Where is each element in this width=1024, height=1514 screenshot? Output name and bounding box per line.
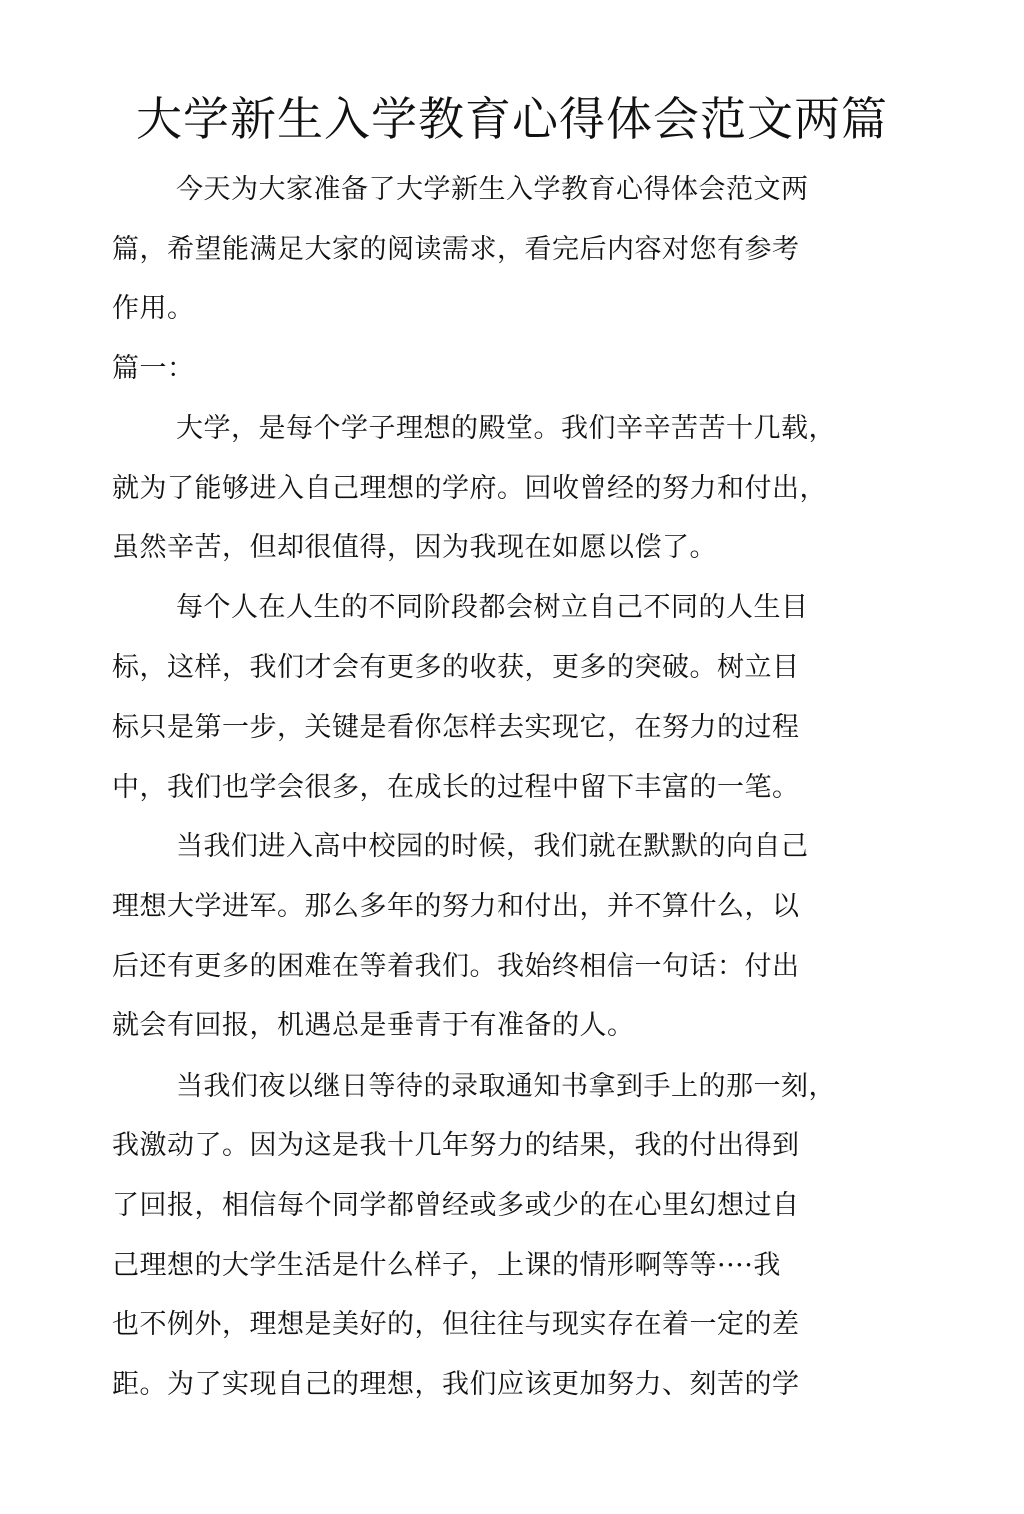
paragraph-line: 我激动了。因为这是我十几年努力的结果，我的付出得到 <box>112 1130 800 1161</box>
paragraph-line: 大学，是每个学子理想的殿堂。我们辛辛苦苦十几载， <box>176 413 836 444</box>
paragraph-line: 后还有更多的困难在等着我们。我始终相信一句话：付出 <box>112 951 800 982</box>
paragraph-line: 也不例外，理想是美好的，但往往与现实存在着一定的差 <box>112 1309 800 1340</box>
section-heading: 篇一： <box>112 353 195 384</box>
paragraph-line: 篇，希望能满足大家的阅读需求，看完后内容对您有参考 <box>112 234 800 265</box>
paragraph-line: 当我们夜以继日等待的录取通知书拿到手上的那一刻， <box>176 1071 836 1102</box>
document-title: 大学新生入学教育心得体会范文两篇 <box>136 92 888 146</box>
paragraph-line: 距。为了实现自己的理想，我们应该更加努力、刻苦的学 <box>112 1369 800 1400</box>
paragraph-line: 中，我们也学会很多，在成长的过程中留下丰富的一笔。 <box>112 772 800 803</box>
paragraph-line: 理想大学进军。那么多年的努力和付出，并不算什么，以 <box>112 891 800 922</box>
paragraph-line: 虽然辛苦，但却很值得，因为我现在如愿以偿了。 <box>112 532 717 563</box>
paragraph-line: 今天为大家准备了大学新生入学教育心得体会范文两 <box>176 174 809 205</box>
paragraph-line: 了回报，相信每个同学都曾经或多或少的在心里幻想过自 <box>112 1190 800 1221</box>
paragraph-line: 己理想的大学生活是什么样子，上课的情形啊等等····我 <box>112 1250 781 1281</box>
paragraph-line: 就会有回报，机遇总是垂青于有准备的人。 <box>112 1010 635 1041</box>
paragraph-line: 当我们进入高中校园的时候，我们就在默默的向自己 <box>176 831 809 862</box>
paragraph-line: 标只是第一步，关键是看你怎样去实现它，在努力的过程 <box>112 712 800 743</box>
paragraph-line: 就为了能够进入自己理想的学府。回收曾经的努力和付出， <box>112 473 827 504</box>
paragraph-line: 标，这样，我们才会有更多的收获，更多的突破。树立目 <box>112 652 800 683</box>
paragraph-line: 作用。 <box>112 293 195 324</box>
paragraph-line: 每个人在人生的不同阶段都会树立自己不同的人生目 <box>176 592 809 623</box>
